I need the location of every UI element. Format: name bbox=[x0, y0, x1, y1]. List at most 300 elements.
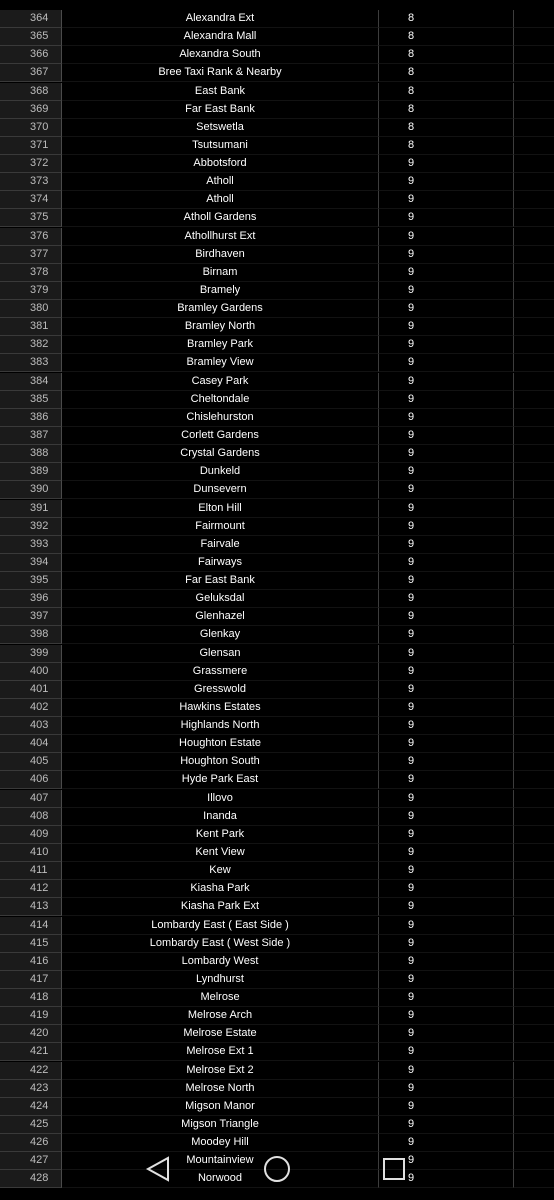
empty-cell[interactable] bbox=[514, 1116, 554, 1134]
value-cell[interactable]: 9 bbox=[378, 898, 514, 916]
suburb-name-cell[interactable]: Bramley North bbox=[62, 318, 378, 336]
empty-cell[interactable] bbox=[514, 880, 554, 898]
row-number-header[interactable]: 413 bbox=[0, 898, 62, 916]
row-number-header[interactable]: 399 bbox=[0, 645, 62, 663]
empty-cell[interactable] bbox=[514, 554, 554, 572]
suburb-name-cell[interactable]: Melrose North bbox=[62, 1080, 378, 1098]
row-number-header[interactable]: 395 bbox=[0, 572, 62, 590]
value-cell[interactable]: 9 bbox=[378, 427, 514, 445]
empty-cell[interactable] bbox=[514, 681, 554, 699]
empty-cell[interactable] bbox=[514, 608, 554, 626]
suburb-name-cell[interactable]: Glenkay bbox=[62, 626, 378, 644]
empty-cell[interactable] bbox=[514, 137, 554, 155]
row-number-header[interactable]: 368 bbox=[0, 83, 62, 101]
row-number-header[interactable]: 394 bbox=[0, 554, 62, 572]
value-cell[interactable]: 9 bbox=[378, 1025, 514, 1043]
empty-cell[interactable] bbox=[514, 971, 554, 989]
suburb-name-cell[interactable]: Kiasha Park bbox=[62, 880, 378, 898]
value-cell[interactable]: 9 bbox=[378, 663, 514, 681]
table-row bbox=[0, 101, 554, 119]
suburb-name-cell[interactable]: Houghton Estate bbox=[62, 735, 378, 753]
row-number-header[interactable]: 400 bbox=[0, 663, 62, 681]
suburb-name-cell[interactable]: Gresswold bbox=[62, 681, 378, 699]
suburb-name-cell[interactable]: Alexandra Ext bbox=[62, 10, 378, 28]
empty-cell[interactable] bbox=[514, 699, 554, 717]
partial-row-fragment bbox=[62, 0, 378, 4]
suburb-name-cell[interactable]: Elton Hill bbox=[62, 500, 378, 518]
value-cell[interactable]: 9 bbox=[378, 282, 514, 300]
row-number-header[interactable]: 370 bbox=[0, 119, 62, 137]
table-row bbox=[0, 808, 554, 826]
value-cell[interactable]: 9 bbox=[378, 191, 514, 209]
table-row bbox=[0, 445, 554, 463]
value-cell[interactable]: 9 bbox=[378, 572, 514, 590]
row-number-header[interactable]: 418 bbox=[0, 989, 62, 1007]
row-number-header[interactable]: 382 bbox=[0, 336, 62, 354]
empty-cell[interactable] bbox=[514, 1170, 554, 1188]
suburb-name-cell[interactable]: Hawkins Estates bbox=[62, 699, 378, 717]
empty-cell[interactable] bbox=[514, 935, 554, 953]
empty-cell[interactable] bbox=[514, 191, 554, 209]
value-cell[interactable]: 9 bbox=[378, 808, 514, 826]
table-row bbox=[0, 572, 554, 590]
value-cell[interactable]: 9 bbox=[378, 935, 514, 953]
row-number-header[interactable]: 392 bbox=[0, 518, 62, 536]
suburb-name-cell[interactable]: Norwood bbox=[62, 1170, 378, 1188]
empty-cell[interactable] bbox=[514, 626, 554, 644]
suburb-name-cell[interactable]: Glensan bbox=[62, 645, 378, 663]
value-cell[interactable]: 9 bbox=[378, 373, 514, 391]
suburb-name-cell[interactable]: Lombardy West bbox=[62, 953, 378, 971]
suburb-name-cell[interactable]: Melrose Ext 1 bbox=[62, 1043, 378, 1061]
suburb-name-cell[interactable]: Bramley View bbox=[62, 354, 378, 372]
row-number-header[interactable]: 404 bbox=[0, 735, 62, 753]
row-number-header[interactable]: 414 bbox=[0, 917, 62, 935]
value-cell[interactable]: 9 bbox=[378, 880, 514, 898]
row-number-header[interactable]: 423 bbox=[0, 1080, 62, 1098]
table-row bbox=[0, 844, 554, 862]
empty-cell[interactable] bbox=[514, 1134, 554, 1152]
table-row bbox=[0, 1098, 554, 1116]
suburb-name-cell[interactable]: Hyde Park East bbox=[62, 771, 378, 789]
value-cell[interactable]: 9 bbox=[378, 771, 514, 789]
row-number-header[interactable]: 425 bbox=[0, 1116, 62, 1134]
value-cell[interactable]: 9 bbox=[378, 971, 514, 989]
suburb-name-cell[interactable]: Birdhaven bbox=[62, 246, 378, 264]
empty-cell[interactable] bbox=[514, 427, 554, 445]
suburb-name-cell[interactable]: Corlett Gardens bbox=[62, 427, 378, 445]
empty-cell[interactable] bbox=[514, 155, 554, 173]
value-cell[interactable]: 8 bbox=[378, 83, 514, 101]
suburb-name-cell[interactable]: Abbotsford bbox=[62, 155, 378, 173]
empty-cell[interactable] bbox=[514, 119, 554, 137]
table-row bbox=[0, 318, 554, 336]
value-cell[interactable]: 9 bbox=[378, 463, 514, 481]
value-cell[interactable]: 9 bbox=[378, 318, 514, 336]
empty-cell[interactable] bbox=[514, 989, 554, 1007]
suburb-name-cell[interactable]: Melrose bbox=[62, 989, 378, 1007]
row-number-header[interactable]: 377 bbox=[0, 246, 62, 264]
value-cell[interactable]: 9 bbox=[378, 989, 514, 1007]
suburb-name-cell[interactable]: Fairmount bbox=[62, 518, 378, 536]
table-row bbox=[0, 1043, 554, 1061]
row-number-header[interactable]: 397 bbox=[0, 608, 62, 626]
suburb-name-cell[interactable]: Birnam bbox=[62, 264, 378, 282]
table-row bbox=[0, 898, 554, 916]
empty-cell[interactable] bbox=[514, 300, 554, 318]
suburb-name-cell[interactable]: Glenhazel bbox=[62, 608, 378, 626]
empty-cell[interactable] bbox=[514, 409, 554, 427]
empty-cell[interactable] bbox=[514, 898, 554, 916]
value-cell[interactable]: 9 bbox=[378, 228, 514, 246]
empty-cell[interactable] bbox=[514, 1043, 554, 1061]
suburb-name-cell[interactable]: Chislehurston bbox=[62, 409, 378, 427]
table-row bbox=[0, 500, 554, 518]
row-number-header[interactable]: 412 bbox=[0, 880, 62, 898]
row-number-header[interactable]: 416 bbox=[0, 953, 62, 971]
empty-cell[interactable] bbox=[514, 445, 554, 463]
empty-cell[interactable] bbox=[514, 663, 554, 681]
row-number-header[interactable]: 375 bbox=[0, 209, 62, 227]
value-cell[interactable]: 9 bbox=[378, 953, 514, 971]
suburb-name-cell[interactable]: Dunkeld bbox=[62, 463, 378, 481]
value-cell[interactable]: 9 bbox=[378, 1170, 514, 1188]
row-number-header[interactable]: 383 bbox=[0, 354, 62, 372]
table-row bbox=[0, 717, 554, 735]
table-row bbox=[0, 1007, 554, 1025]
row-number-header[interactable]: 401 bbox=[0, 681, 62, 699]
row-number-header[interactable]: 405 bbox=[0, 753, 62, 771]
empty-cell[interactable] bbox=[514, 717, 554, 735]
table-row bbox=[0, 64, 554, 82]
value-cell[interactable]: 9 bbox=[378, 790, 514, 808]
row-number-header[interactable]: 381 bbox=[0, 318, 62, 336]
empty-cell[interactable] bbox=[514, 1062, 554, 1080]
row-number-header[interactable]: 403 bbox=[0, 717, 62, 735]
row-number-header[interactable]: 376 bbox=[0, 228, 62, 246]
row-number-header[interactable]: 387 bbox=[0, 427, 62, 445]
empty-cell[interactable] bbox=[514, 771, 554, 789]
empty-cell[interactable] bbox=[514, 844, 554, 862]
empty-cell[interactable] bbox=[514, 500, 554, 518]
row-number-header[interactable]: 372 bbox=[0, 155, 62, 173]
value-cell[interactable]: 9 bbox=[378, 354, 514, 372]
row-number-header[interactable]: 365 bbox=[0, 28, 62, 46]
table-row bbox=[0, 880, 554, 898]
suburb-name-cell[interactable]: Bramely bbox=[62, 282, 378, 300]
row-number-header[interactable]: 393 bbox=[0, 536, 62, 554]
suburb-name-cell[interactable]: Atholl Gardens bbox=[62, 209, 378, 227]
value-cell[interactable]: 9 bbox=[378, 1116, 514, 1134]
empty-cell[interactable] bbox=[514, 101, 554, 119]
row-number-header[interactable]: 402 bbox=[0, 699, 62, 717]
suburb-name-cell[interactable]: Cheltondale bbox=[62, 391, 378, 409]
value-cell[interactable]: 9 bbox=[378, 155, 514, 173]
empty-cell[interactable] bbox=[514, 209, 554, 227]
table-row bbox=[0, 626, 554, 644]
value-cell[interactable]: 9 bbox=[378, 1098, 514, 1116]
value-cell[interactable]: 9 bbox=[378, 518, 514, 536]
row-number-header[interactable]: 367 bbox=[0, 64, 62, 82]
row-number-header[interactable]: 422 bbox=[0, 1062, 62, 1080]
value-cell[interactable]: 9 bbox=[378, 1007, 514, 1025]
row-number-header[interactable]: 378 bbox=[0, 264, 62, 282]
value-cell[interactable]: 8 bbox=[378, 46, 514, 64]
suburb-name-cell[interactable]: Moodey Hill bbox=[62, 1134, 378, 1152]
table-row bbox=[0, 209, 554, 227]
table-row bbox=[0, 191, 554, 209]
empty-cell[interactable] bbox=[514, 572, 554, 590]
value-cell[interactable]: 8 bbox=[378, 64, 514, 82]
row-number-header[interactable]: 398 bbox=[0, 626, 62, 644]
value-cell[interactable]: 8 bbox=[378, 137, 514, 155]
table-row bbox=[0, 917, 554, 935]
row-number-header[interactable]: 384 bbox=[0, 373, 62, 391]
value-cell[interactable]: 8 bbox=[378, 10, 514, 28]
row-number-header[interactable]: 386 bbox=[0, 409, 62, 427]
value-cell[interactable]: 9 bbox=[378, 917, 514, 935]
row-number-header[interactable]: 411 bbox=[0, 862, 62, 880]
row-number-header[interactable]: 390 bbox=[0, 481, 62, 499]
empty-cell[interactable] bbox=[514, 463, 554, 481]
value-cell[interactable]: 9 bbox=[378, 862, 514, 880]
suburb-name-cell[interactable]: Melrose Ext 2 bbox=[62, 1062, 378, 1080]
row-number-header[interactable]: 420 bbox=[0, 1025, 62, 1043]
row-number-header[interactable]: 409 bbox=[0, 826, 62, 844]
table-row bbox=[0, 46, 554, 64]
table-row bbox=[0, 518, 554, 536]
row-number-header[interactable]: 421 bbox=[0, 1043, 62, 1061]
empty-cell[interactable] bbox=[514, 1080, 554, 1098]
square-recents-icon bbox=[381, 1156, 407, 1182]
empty-cell[interactable] bbox=[514, 953, 554, 971]
table-row bbox=[0, 971, 554, 989]
empty-cell[interactable] bbox=[514, 917, 554, 935]
suburb-name-cell[interactable]: Bramley Gardens bbox=[62, 300, 378, 318]
suburb-name-cell[interactable]: Migson Manor bbox=[62, 1098, 378, 1116]
suburb-name-cell[interactable]: Atholl bbox=[62, 191, 378, 209]
suburb-name-cell[interactable]: Tsutsumani bbox=[62, 137, 378, 155]
value-cell[interactable]: 9 bbox=[378, 1080, 514, 1098]
value-cell[interactable]: 9 bbox=[378, 300, 514, 318]
empty-cell[interactable] bbox=[514, 28, 554, 46]
suburb-name-cell[interactable]: Inanda bbox=[62, 808, 378, 826]
value-cell[interactable]: 9 bbox=[378, 826, 514, 844]
empty-cell[interactable] bbox=[514, 228, 554, 246]
row-number-header[interactable]: 407 bbox=[0, 790, 62, 808]
suburb-name-cell[interactable]: Melrose Estate bbox=[62, 1025, 378, 1043]
value-cell[interactable]: 9 bbox=[378, 590, 514, 608]
suburb-name-cell[interactable]: Mountainview bbox=[62, 1152, 378, 1170]
table-row bbox=[0, 645, 554, 663]
empty-cell[interactable] bbox=[514, 246, 554, 264]
row-number-header[interactable]: 410 bbox=[0, 844, 62, 862]
empty-cell[interactable] bbox=[514, 46, 554, 64]
suburb-name-cell[interactable]: Athollhurst Ext bbox=[62, 228, 378, 246]
row-number-header[interactable]: 366 bbox=[0, 46, 62, 64]
value-cell[interactable]: 8 bbox=[378, 119, 514, 137]
suburb-name-cell[interactable]: Lombardy East ( West Side ) bbox=[62, 935, 378, 953]
row-number-header[interactable]: 391 bbox=[0, 500, 62, 518]
suburb-name-cell[interactable]: Dunsevern bbox=[62, 481, 378, 499]
suburb-name-cell[interactable]: Bramley Park bbox=[62, 336, 378, 354]
value-cell[interactable]: 9 bbox=[378, 391, 514, 409]
triangle-back-icon bbox=[145, 1155, 171, 1183]
suburb-name-cell[interactable]: Highlands North bbox=[62, 717, 378, 735]
suburb-name-cell[interactable]: Kiasha Park Ext bbox=[62, 898, 378, 916]
row-number-header[interactable]: 364 bbox=[0, 10, 62, 28]
empty-cell[interactable] bbox=[514, 318, 554, 336]
suburb-name-cell[interactable]: Alexandra Mall bbox=[62, 28, 378, 46]
value-cell[interactable]: 9 bbox=[378, 173, 514, 191]
empty-cell[interactable] bbox=[514, 336, 554, 354]
suburb-name-cell[interactable]: Bree Taxi Rank & Nearby bbox=[62, 64, 378, 82]
table-row bbox=[0, 282, 554, 300]
suburb-name-cell[interactable]: Kent View bbox=[62, 844, 378, 862]
row-number-header[interactable]: 417 bbox=[0, 971, 62, 989]
row-number-header[interactable]: 371 bbox=[0, 137, 62, 155]
table-row bbox=[0, 735, 554, 753]
value-cell[interactable]: 9 bbox=[378, 735, 514, 753]
empty-cell[interactable] bbox=[514, 790, 554, 808]
row-number-header[interactable]: 380 bbox=[0, 300, 62, 318]
empty-cell[interactable] bbox=[514, 354, 554, 372]
suburb-name-cell[interactable]: Lyndhurst bbox=[62, 971, 378, 989]
table-row bbox=[0, 228, 554, 246]
empty-cell[interactable] bbox=[514, 481, 554, 499]
value-cell[interactable]: 9 bbox=[378, 264, 514, 282]
table-row bbox=[0, 463, 554, 481]
value-cell[interactable]: 9 bbox=[378, 481, 514, 499]
value-cell[interactable]: 9 bbox=[378, 409, 514, 427]
row-number-header[interactable]: 379 bbox=[0, 282, 62, 300]
nav-recents-button[interactable] bbox=[380, 1155, 408, 1183]
empty-cell[interactable] bbox=[514, 1007, 554, 1025]
empty-cell[interactable] bbox=[514, 173, 554, 191]
table-row bbox=[0, 989, 554, 1007]
empty-cell[interactable] bbox=[514, 1152, 554, 1170]
suburb-name-cell[interactable]: Illovo bbox=[62, 790, 378, 808]
empty-cell[interactable] bbox=[514, 808, 554, 826]
value-cell[interactable]: 9 bbox=[378, 500, 514, 518]
suburb-name-cell[interactable]: Geluksdal bbox=[62, 590, 378, 608]
value-cell[interactable]: 9 bbox=[378, 717, 514, 735]
row-number-header[interactable]: 388 bbox=[0, 445, 62, 463]
row-number-header[interactable]: 385 bbox=[0, 391, 62, 409]
value-cell[interactable]: 8 bbox=[378, 101, 514, 119]
suburb-name-cell[interactable]: Far East Bank bbox=[62, 101, 378, 119]
suburb-name-cell[interactable]: Kent Park bbox=[62, 826, 378, 844]
empty-cell[interactable] bbox=[514, 518, 554, 536]
row-number-header[interactable]: 369 bbox=[0, 101, 62, 119]
table-row bbox=[0, 663, 554, 681]
suburb-name-cell[interactable]: Casey Park bbox=[62, 373, 378, 391]
row-number-header[interactable]: 419 bbox=[0, 1007, 62, 1025]
suburb-name-cell[interactable]: Fairways bbox=[62, 554, 378, 572]
empty-cell[interactable] bbox=[514, 1025, 554, 1043]
row-number-header[interactable]: 396 bbox=[0, 590, 62, 608]
suburb-name-cell[interactable]: Lombardy East ( East Side ) bbox=[62, 917, 378, 935]
suburb-name-cell[interactable]: Setswetla bbox=[62, 119, 378, 137]
empty-cell[interactable] bbox=[514, 536, 554, 554]
empty-cell[interactable] bbox=[514, 391, 554, 409]
row-number-header[interactable]: 374 bbox=[0, 191, 62, 209]
suburb-name-cell[interactable]: Atholl bbox=[62, 173, 378, 191]
value-cell[interactable]: 9 bbox=[378, 1062, 514, 1080]
table-row bbox=[0, 826, 554, 844]
suburb-name-cell[interactable]: East Bank bbox=[62, 83, 378, 101]
row-number-header[interactable]: 373 bbox=[0, 173, 62, 191]
nav-back-button[interactable] bbox=[144, 1155, 172, 1183]
value-cell[interactable]: 9 bbox=[378, 753, 514, 771]
value-cell[interactable]: 9 bbox=[378, 1152, 514, 1170]
table-row bbox=[0, 264, 554, 282]
empty-cell[interactable] bbox=[514, 645, 554, 663]
suburb-name-cell[interactable]: Migson Triangle bbox=[62, 1116, 378, 1134]
table-row bbox=[0, 155, 554, 173]
value-cell[interactable]: 9 bbox=[378, 246, 514, 264]
value-cell[interactable]: 9 bbox=[378, 844, 514, 862]
value-cell[interactable]: 9 bbox=[378, 681, 514, 699]
row-number-header[interactable]: 424 bbox=[0, 1098, 62, 1116]
empty-cell[interactable] bbox=[514, 264, 554, 282]
empty-cell[interactable] bbox=[514, 862, 554, 880]
value-cell[interactable]: 9 bbox=[378, 445, 514, 463]
value-cell[interactable]: 9 bbox=[378, 1134, 514, 1152]
empty-cell[interactable] bbox=[514, 64, 554, 82]
value-cell[interactable]: 9 bbox=[378, 554, 514, 572]
value-cell[interactable]: 9 bbox=[378, 608, 514, 626]
empty-cell[interactable] bbox=[514, 373, 554, 391]
suburb-name-cell[interactable]: Houghton South bbox=[62, 753, 378, 771]
suburb-name-cell[interactable]: Melrose Arch bbox=[62, 1007, 378, 1025]
suburb-name-cell[interactable]: Far East Bank bbox=[62, 572, 378, 590]
value-cell[interactable]: 9 bbox=[378, 536, 514, 554]
empty-cell[interactable] bbox=[514, 735, 554, 753]
value-cell[interactable]: 9 bbox=[378, 645, 514, 663]
value-cell[interactable]: 9 bbox=[378, 699, 514, 717]
empty-cell[interactable] bbox=[514, 10, 554, 28]
suburb-name-cell[interactable]: Alexandra South bbox=[62, 46, 378, 64]
table-row bbox=[0, 1116, 554, 1134]
row-number-header[interactable]: 406 bbox=[0, 771, 62, 789]
empty-cell[interactable] bbox=[514, 282, 554, 300]
suburb-name-cell[interactable]: Kew bbox=[62, 862, 378, 880]
empty-cell[interactable] bbox=[514, 826, 554, 844]
table-row bbox=[0, 1062, 554, 1080]
row-number-header[interactable]: 389 bbox=[0, 463, 62, 481]
empty-cell[interactable] bbox=[514, 1098, 554, 1116]
row-number-header[interactable]: 428 bbox=[0, 1170, 62, 1188]
value-cell[interactable]: 8 bbox=[378, 28, 514, 46]
value-cell[interactable]: 9 bbox=[378, 626, 514, 644]
suburb-name-cell[interactable]: Grassmere bbox=[62, 663, 378, 681]
suburb-name-cell[interactable]: Crystal Gardens bbox=[62, 445, 378, 463]
suburb-name-cell[interactable]: Fairvale bbox=[62, 536, 378, 554]
value-cell[interactable]: 9 bbox=[378, 1043, 514, 1061]
value-cell[interactable]: 9 bbox=[378, 336, 514, 354]
empty-cell[interactable] bbox=[514, 83, 554, 101]
row-number-header[interactable]: 426 bbox=[0, 1134, 62, 1152]
empty-cell[interactable] bbox=[514, 753, 554, 771]
row-number-header[interactable]: 427 bbox=[0, 1152, 62, 1170]
nav-home-button[interactable] bbox=[263, 1155, 291, 1183]
row-number-header[interactable]: 408 bbox=[0, 808, 62, 826]
row-number-header[interactable]: 415 bbox=[0, 935, 62, 953]
table-row bbox=[0, 1025, 554, 1043]
value-cell[interactable]: 9 bbox=[378, 209, 514, 227]
empty-cell[interactable] bbox=[514, 590, 554, 608]
